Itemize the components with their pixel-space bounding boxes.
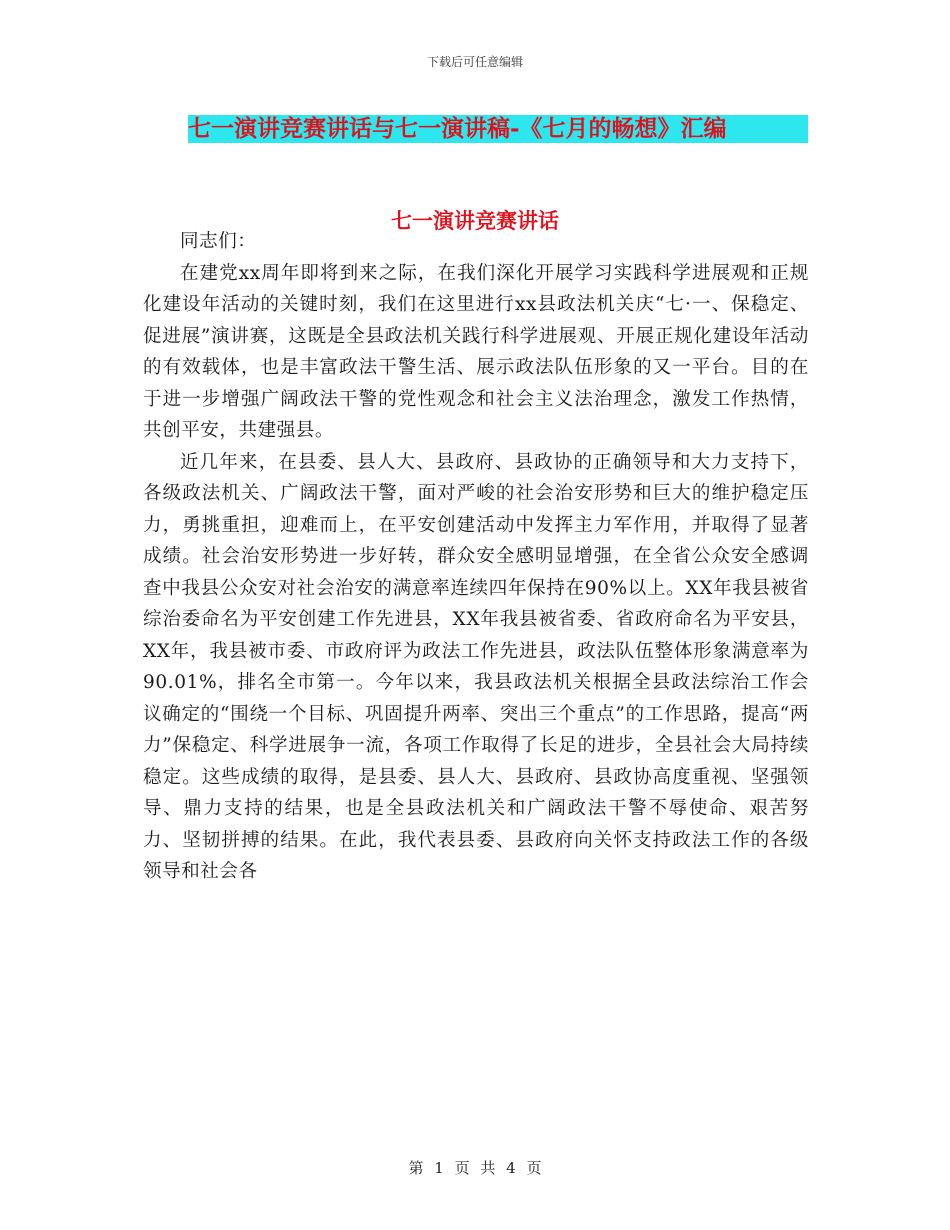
- document-title: 七一演讲竞赛讲话与七一演讲稿-《七月的畅想》汇编: [188, 115, 808, 143]
- page-number: 第 1 页 共 4 页: [408, 1159, 542, 1177]
- page-header-note: 下载后可任意编辑: [426, 55, 523, 69]
- paragraph-1: 在建党xx周年即将到来之际，在我们深化开展学习实践科学进展观和正规化建设年活动的关键时刻，我们在这里进行xx县政法机关庆“七·一、保稳定、促进展”演讲赛，这既是全县政法机关践行科学进展观、开展正规化建设年活动的有效载体，也是丰富政法干警生活、展示政法队伍形象的又一平台。目的在于进一步增强广阔政法干警的党性观念和社会主义法治理念，激发工作热情，共创平安，共建强县。: [143, 262, 809, 441]
- section-title: 七一演讲竞赛讲话: [391, 208, 559, 233]
- paragraph-2: 近几年来，在县委、县人大、县政府、县政协的正确领导和大力支持下，各级政法机关、广阔政法干警，面对严峻的社会治安形势和巨大的维护稳定压力，勇挑重担，迎难而上，在平安创建活动中发挥主力军作用，并取得了显著成绩。社会治安形势进一步好转，群众安全感明显增强，在全省公众安全感调查中我县公众安对社会治安的满意率连续四年保持在90%以上。XX年我县被省综治委命名为平安创建工作先进县，XX年我县被省委、省政府命名为平安县，XX年，我县被市委、市政府评为政法工作先进县，政法队伍整体形象满意率为90.01%，排名全市第一。今年以来，我县政法机关根据全县政法综治工作会议确定的“围绕一个目标、巩固提升两率、突出三个重点”的工作思路，提高“两力”保稳定、科学进展争一流，各项工作取得了长足的进步，全县社会大局持续稳定。这些成绩的取得，是县委、县人大、县政府、县政协高度重视、坚强领导、鼎力支持的结果，也是全县政法机关和广阔政法干警不辱使命、艰苦努力、坚韧拼搏的结果。在此，我代表县委、县政府向关怀支持政法工作的各级领导和社会各: [143, 451, 809, 882]
- document-body: [143, 226, 809, 888]
- salutation: 同志们：: [180, 231, 257, 252]
